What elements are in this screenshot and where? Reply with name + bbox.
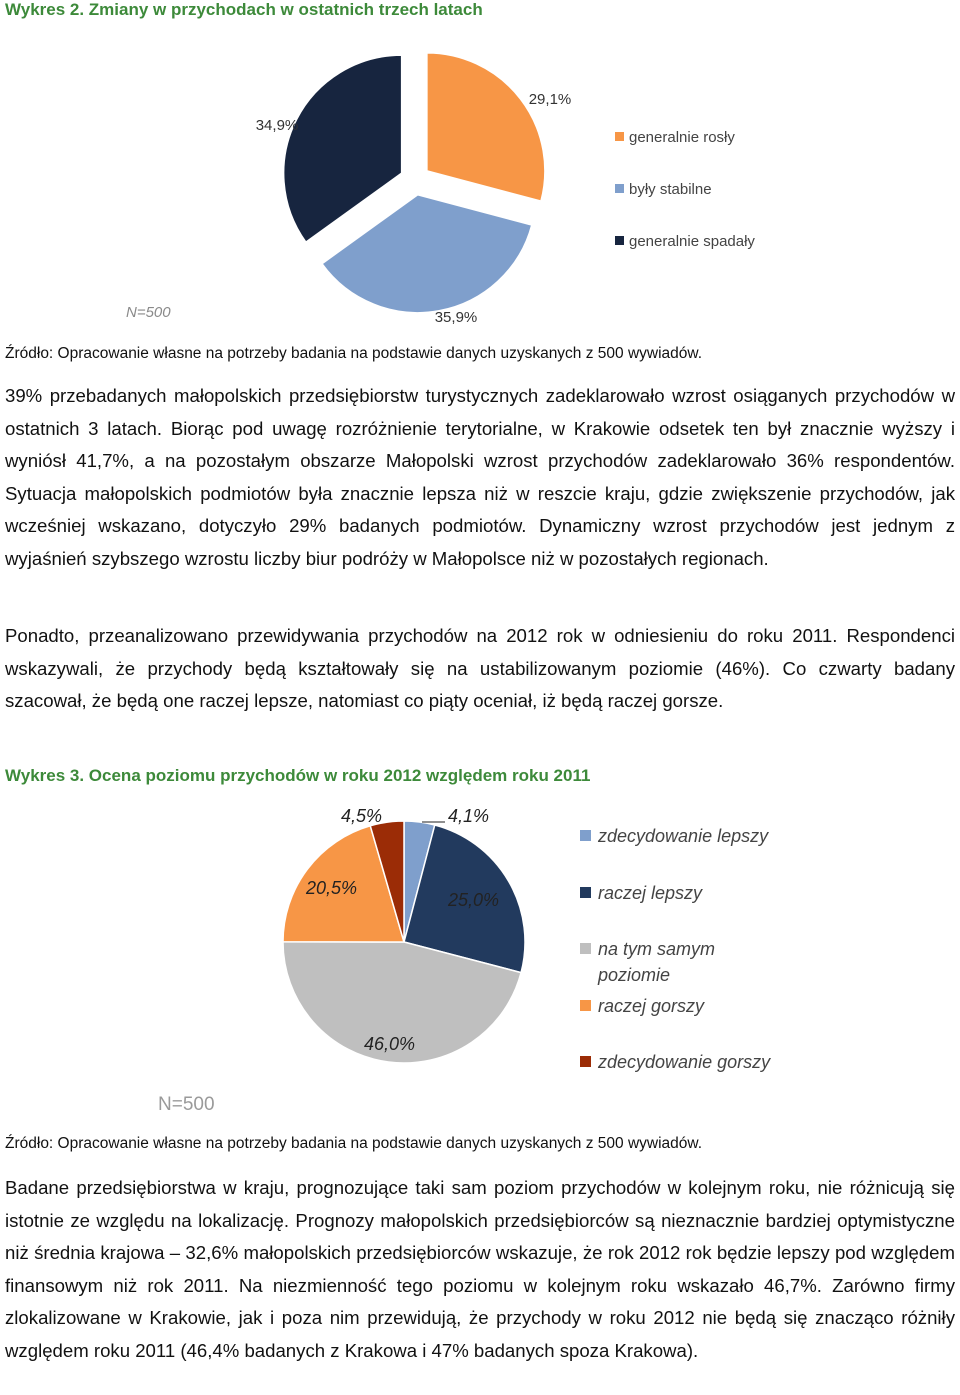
figure-3-caption: Ocena poziomu przychodów w roku 2012 względem roku 2011: [84, 766, 591, 785]
legend-swatch-generalnie-rosly: [615, 132, 624, 141]
legend-label-zdecydowanie-gorszy: zdecydowanie gorszy: [598, 1052, 771, 1072]
pie-slice-generalnie-spadaly: [284, 55, 402, 242]
legend-label-byly-stabilne: były stabilne: [629, 181, 712, 198]
slice-label-byly-stabilne: 35,9%: [434, 309, 478, 326]
paragraph-revenue-growth: 39% przebadanych małopolskich przedsiębiorstw turystycznych zadeklarowało wzrost osiąganych przychodów w ostatnich 3 latach. Biorąc pod uwagę rozróżnienie terytorialne, w Krakowie odsetek ten był znacznie wyższy i wyniósł 41,7%, a na pozostałym obszarze Małopolski wzrost przychodów zadeklarowało 36% respondentów. Sytuacja małopolskich podmiotów była znacznie lepsza niż w reszcie kraju, gdzie zwiększenie przychodów, jak wcześniej wskazano, dotyczyło 29% badanych podmiotów. Dynamiczny wzrost przychodów jest jednym z wyjaśnień szybszego wzrostu liczby biur podróży w Małopolsce niż w pozostałych regionach.: [5, 385, 955, 569]
slice-label-raczej-lepszy: 25,0%: [448, 890, 500, 910]
legend-swatch-raczej-gorszy: [580, 1000, 591, 1011]
paragraph-revenue-forecast: Ponadto, przeanalizowano przewidywania przychodów na 2012 rok w odniesieniu do roku 2011. Respondenci wskazywali, że przychody będą kształtowały się na ustabilizowanym poziomie (46%). Co czwarty badany szacował, że będą one raczej lepsze, natomiast co piąty oceniał, iż będą raczej gorsze.: [5, 625, 955, 711]
slice-label-zdecydowanie-lepszy: 4,1%: [448, 806, 490, 826]
legend-label-na-tym-samym: na tym samym: [598, 939, 716, 959]
figure-3-title: [5, 766, 590, 786]
legend-label-poziomie: poziomie: [598, 965, 671, 985]
figure-3-source: Źródło: Opracowanie własne na potrzeby badania na podstawie danych uzyskanych z 500 wywiadów.: [5, 1135, 703, 1152]
legend-swatch-zdecydowanie-lepszy: [580, 830, 591, 841]
slice-label-raczej-gorszy: 20,5%: [306, 878, 358, 898]
revenue-change-pie-chart: [0, 60, 960, 340]
legend-label-raczej-gorszy: raczej gorszy: [598, 996, 705, 1016]
slice-label-zdecydowanie-gorszy: 4,5%: [341, 806, 383, 826]
legend-swatch-raczej-lepszy: [580, 887, 591, 898]
sample-size-label: N=500: [126, 304, 171, 321]
legend-swatch-byly-stabilne: [615, 184, 624, 193]
revenue-change-pie-svg: [0, 60, 960, 340]
legend-label-generalnie-spadaly: generalnie spadały: [629, 233, 755, 250]
pie-slice-byly-stabilne: [322, 195, 532, 313]
slice-label-generalnie-spadaly: 34,9%: [255, 117, 299, 134]
legend-swatch-generalnie-spadaly: [615, 236, 624, 245]
legend-swatch-zdecydowanie-gorszy: [580, 1056, 591, 1067]
slice-label-na-tym-samym-poziomie: 46,0%: [364, 1034, 416, 1054]
legend-label-zdecydowanie-lepszy: zdecydowanie lepszy: [598, 826, 769, 846]
slice-label-generalnie-rosly: 29,1%: [528, 91, 572, 108]
figure-3-number: Wykres 3.: [5, 766, 85, 785]
paragraph-forecast-by-location: Badane przedsiębiorstwa w kraju, prognozujące taki sam poziom przychodów w kolejnym roku, nie różnicują się istotnie ze względu na lokalizację. Prognozy małopolskich przedsiębiorców są nieznacznie bardziej optymistyczne niż średnia krajowa – 32,6% małopolskich przedsiębiorców wskazuje, że rok 2012 rok będzie lepszy pod względem finansowym niż rok 2011. Na niezmienność tego poziomu w kolejnym roku wskazało 46,7%. Zarówno firmy zlokalizowane w Krakowie, jak i poza nim przewidują, że przychody w roku 2012 nie będą się znacząco różniły względem roku 2011 (46,4% badanych z Krakowa i 47% badanych spoza Krakowa).: [5, 1177, 955, 1361]
figure-2-title: Wykres 2. Zmiany w przychodach w ostatnich trzech latach: [5, 0, 483, 19]
legend-swatch-na-tym-samym-poziomie: [580, 943, 591, 954]
figure-2-source: Źródło: Opracowanie własne na potrzeby badania na podstawie danych uzyskanych z 500 wywiadów.: [5, 345, 703, 362]
legend-label-raczej-lepszy: raczej lepszy: [598, 883, 703, 903]
sample-size-label: N=500: [158, 1094, 215, 1115]
legend-label-generalnie-rosly: generalnie rosły: [629, 129, 735, 146]
revenue-forecast-pie-chart: [0, 800, 960, 1130]
pie-slice-generalnie-rosly: [427, 53, 545, 201]
revenue-forecast-pie-svg: [0, 800, 960, 1130]
